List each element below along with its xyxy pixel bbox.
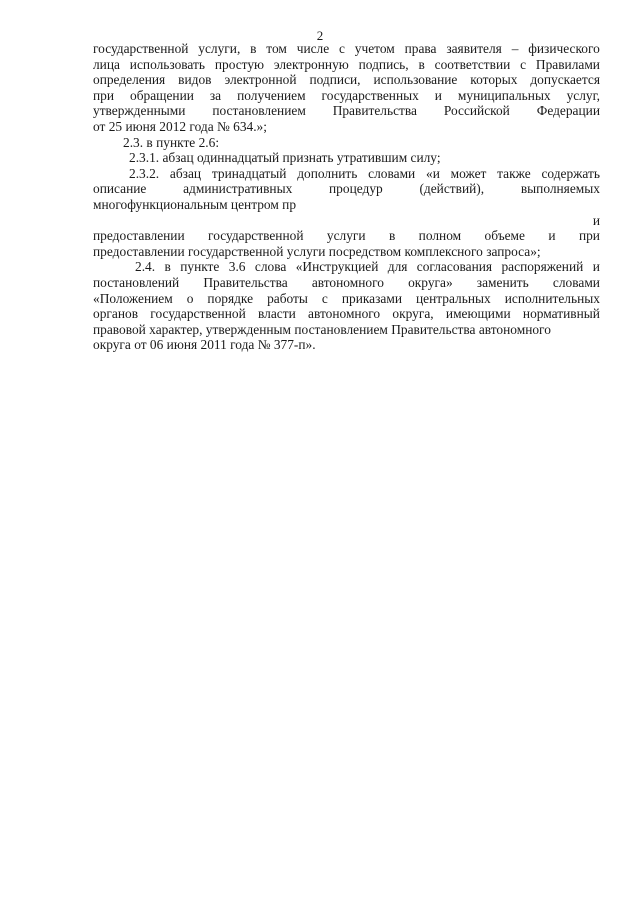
paragraph-heading: 2.3. в пункте 2.6: — [123, 134, 220, 150]
word: в — [418, 56, 425, 72]
word: центральных — [416, 290, 491, 306]
word: пункте — [180, 259, 220, 275]
text-line — [93, 306, 600, 322]
word: заявителя — [446, 41, 502, 56]
text-line — [93, 181, 600, 197]
word: также — [497, 165, 531, 181]
text-line — [93, 41, 600, 57]
word: услуги — [326, 228, 366, 244]
word: органов — [93, 306, 139, 322]
word: приказами — [341, 290, 402, 306]
word: слова — [254, 259, 287, 275]
word: с — [321, 290, 328, 306]
text-line — [93, 259, 600, 275]
word: распоряжений — [501, 259, 584, 275]
word: работы — [267, 290, 308, 306]
word: предоставлении — [93, 228, 185, 244]
word: Федерации — [536, 103, 600, 119]
word: автономного — [308, 306, 381, 322]
word: за — [209, 87, 222, 103]
text-line: правовой характер, утвержденным постановлением Правительства автономного — [93, 321, 551, 337]
text-line — [93, 103, 600, 119]
text-line: 2.3.1. абзац одиннадцатый признать утратившим силу; — [129, 150, 441, 166]
word: Правилами — [535, 56, 600, 72]
word: в — [388, 228, 396, 244]
word: – — [511, 41, 519, 56]
text-line: предоставлении государственной услуги посредством комплексного запроса»; — [93, 243, 541, 259]
word: физического — [528, 41, 600, 56]
word: том — [266, 41, 287, 56]
text-line — [93, 166, 600, 182]
word: содержать — [541, 165, 600, 181]
text-line: многофункциональным центром пр — [93, 196, 297, 212]
word: о — [186, 290, 194, 306]
word: для — [387, 259, 408, 275]
word: словами — [368, 165, 416, 181]
text-line — [93, 213, 600, 229]
text-line — [93, 88, 600, 104]
word: использование — [373, 72, 458, 88]
word: абзац — [169, 165, 202, 181]
word: услуг, — [566, 87, 600, 103]
word: с — [339, 41, 345, 56]
word: словами — [552, 274, 600, 290]
word: согласования — [416, 259, 493, 275]
word: утвержденными — [93, 103, 186, 119]
text-line: от 25 июня 2012 года № 634.»; — [93, 118, 267, 134]
word: заменить — [476, 274, 529, 290]
word: лица — [93, 56, 120, 72]
word: и — [548, 228, 556, 244]
word: получением — [237, 87, 306, 103]
text-line — [93, 57, 600, 73]
word: допускается — [530, 72, 600, 88]
word: (действий), — [419, 181, 485, 197]
word: Российской — [443, 103, 510, 119]
word: государственной — [208, 228, 304, 244]
word: Правительства — [203, 274, 288, 290]
word: может — [450, 165, 487, 181]
text-line — [93, 291, 600, 307]
word: соответствии — [434, 56, 511, 72]
word: подписи, — [309, 72, 361, 88]
word: определения — [93, 72, 166, 88]
word: объеме — [484, 228, 525, 244]
word: в — [250, 41, 257, 56]
word: при — [578, 228, 600, 244]
word: тринадцатый — [211, 165, 287, 181]
word: Правительства — [332, 103, 417, 119]
word: 2.3.2. — [129, 165, 160, 181]
word: государственной — [93, 41, 189, 56]
word: простую — [214, 56, 265, 72]
word: полном — [418, 228, 462, 244]
word: при — [93, 87, 115, 103]
word: подпись, — [358, 56, 409, 72]
word: дополнить — [297, 165, 358, 181]
word: использовать — [129, 56, 205, 72]
word: и — [592, 259, 600, 275]
word: округа, — [392, 306, 434, 322]
word: власти — [258, 306, 296, 322]
word: электронной — [224, 72, 297, 88]
word: описание — [93, 181, 147, 197]
word: «Положением — [93, 290, 173, 306]
document-body — [93, 41, 600, 353]
word: 3.6 — [228, 259, 246, 275]
text-line — [93, 72, 600, 88]
word: числе — [296, 41, 330, 56]
word: которых — [470, 72, 518, 88]
word: процедур — [329, 181, 383, 197]
word: государственных — [321, 87, 419, 103]
word: нормативный — [522, 306, 600, 322]
word: видов — [178, 72, 212, 88]
word: порядке — [207, 290, 254, 306]
word: и — [592, 212, 600, 228]
word: услуги, — [198, 41, 241, 56]
word: 2.4. — [135, 259, 156, 275]
word: исполнительных — [504, 290, 600, 306]
word: «Инструкцией — [295, 259, 379, 275]
page-number: 2 — [316, 28, 324, 43]
word: автономного — [311, 274, 384, 290]
word: с — [520, 56, 527, 72]
text-line: округа от 06 июня 2011 года № 377-п». — [93, 337, 316, 353]
word: выполняемых — [520, 181, 600, 197]
word: имеющими — [445, 306, 511, 322]
word: административных — [183, 181, 293, 197]
word: в — [164, 259, 171, 275]
word: «и — [426, 165, 440, 181]
word: обращении — [130, 87, 194, 103]
text-line — [93, 275, 600, 291]
word: постановлений — [93, 274, 180, 290]
word: электронную — [273, 56, 349, 72]
word: округа» — [408, 274, 453, 290]
text-line — [93, 228, 600, 244]
word: государственной — [150, 306, 246, 322]
word: и — [434, 87, 442, 103]
word: учетом — [354, 41, 395, 56]
word: постановлением — [212, 103, 306, 119]
word: права — [404, 41, 437, 56]
word: муниципальных — [457, 87, 551, 103]
